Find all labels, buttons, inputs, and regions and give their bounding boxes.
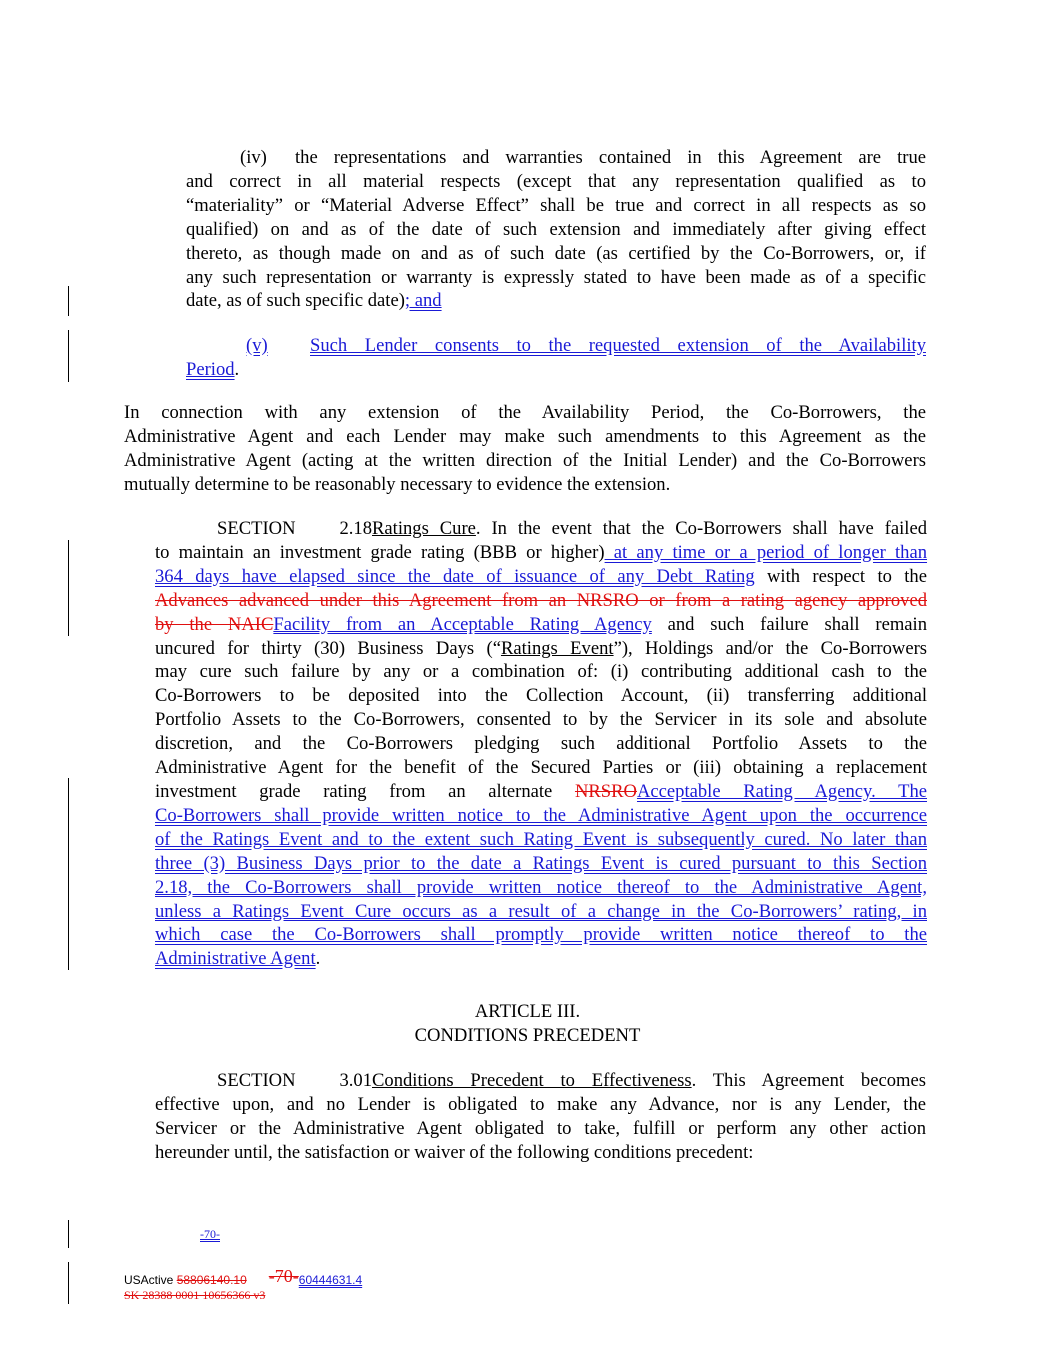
clause-marker: (v) — [246, 335, 268, 356]
deleted-text: NRSRO — [574, 780, 637, 802]
inserted-text: Facility from an Acceptable Rating Agency — [273, 613, 652, 635]
inserted-text: Such Lender consents to the requested extension of the Availability — [310, 335, 926, 356]
section-number: SECTION 2.18 — [217, 518, 372, 539]
inserted-text: Co-Borrowers shall provide written notice to the Administrative Agent upon the occurrence — [155, 804, 927, 826]
inserted-text: three (3) Business Days prior to the date a Ratings Event is cured pursuant to this Section — [155, 852, 927, 874]
change-bar — [68, 540, 69, 636]
clause-v: (v) Such Lender consents to the requested extension of the Availability Period. — [186, 335, 926, 380]
change-bar — [68, 330, 69, 382]
deleted-sk-id: SK 28388 0001 10656366 v3 — [124, 1288, 266, 1302]
article-number: ARTICLE III. — [474, 1001, 581, 1022]
sk-doc-id — [124, 1288, 265, 1303]
page-number — [124, 1222, 220, 1244]
inserted-text: Period — [186, 358, 235, 380]
doc-label: USActive — [124, 1273, 177, 1287]
deleted-page-number: -70- — [268, 1266, 299, 1286]
inserted-text: 2.18, the Co-Borrowers shall provide written notice thereof to the Administrative Agent, — [155, 876, 927, 898]
change-bar — [68, 1220, 69, 1248]
section-number: SECTION 3.01 — [217, 1070, 372, 1091]
change-bar — [68, 1262, 69, 1304]
inserted-text: of the Ratings Event and to the extent such Rating Event is subsequently cured. No later than — [155, 828, 927, 850]
inserted-text: at any time or a period of longer than — [604, 541, 928, 563]
inserted-doc-id: 60444631.4 — [298, 1273, 363, 1287]
inserted-text: Acceptable Rating Agency. The — [636, 780, 927, 802]
defined-term: Ratings Event — [500, 637, 614, 659]
doc-id-line — [124, 1268, 362, 1289]
clause-iv: (iv) the representations and warranties contained in this Agreement are true and correct in all material respects (except that any representation qualified as to “materiality” or “Material Adverse Effect” shall be true and correct in all respects as so qualified) on and as of the date of such extension and immediately after giving effect thereto, as though made on and as of such date (as certified by the Co-Borrowers, or, if any such representation or warranty is expressly stated to have been made as of a specific date, as of such specific date); and — [186, 147, 926, 312]
deleted-text: Advances advanced under this Agreement from an NRSRO or from a rating agency approved — [155, 589, 927, 611]
inserted-text: 364 days have elapsed since the date of issuance of any Debt Rating — [155, 565, 755, 587]
deleted-doc-id: 58806140.10 — [176, 1273, 247, 1287]
article-title: CONDITIONS PRECEDENT — [414, 1025, 641, 1046]
section-heading: Conditions Precedent to Effectiveness — [372, 1070, 692, 1091]
inserted-text: ; and — [404, 290, 442, 312]
inserted-text: Administrative Agent — [155, 948, 316, 970]
extension-paragraph: In connection with any extension of the Availability Period, the Co-Borrowers, the Administrative Agent and each Lender may make such amendments to this Agreement as the Administrative Agent (acting at the written direction of the Initial Lender) and the Co-Borrowers mutually determine to be reasonably necessary to evidence the extension. — [124, 402, 926, 495]
section-3-01: SECTION 3.01Conditions Precedent to Effectiveness. This Agreement becomes effective upon, and no Lender is obligated to make any Advance, nor is any Lender, the Servicer or the Administrative Agent obligated to take, fulfill or perform any other action hereunder until, the satisfaction or waiver of the following conditions precedent: — [155, 1070, 926, 1163]
section-heading: Ratings Cure — [372, 518, 476, 539]
deleted-text: by the NAIC — [155, 613, 274, 635]
clause-marker: (iv) — [240, 147, 267, 168]
change-bar — [68, 286, 69, 316]
inserted-text: which case the Co-Borrowers shall promptly provide written notice thereof to the — [155, 924, 927, 946]
inserted-page-number: -70- — [200, 1227, 220, 1241]
section-2-18: SECTION 2.18Ratings Cure. In the event that the Co-Borrowers shall have failed to maintain an investment grade rating (BBB or higher) at any time or a period of longer than 364 days have elapsed since the date of issuance of any Debt Rating with respect to the Advances advanced under this Agreement from an NRSRO or from a rating agency approved by the NAICFacility from an Acceptable Rating Agency and such failure shall remain uncured for thirty (30) Business Days (“Ratings Event”), Holdings and/or the Co-Borrowers may cure such failure by any or a combination of: (i) contributing additional cash to the Co-Borrowers to be deposited into the Collection Account, (ii) transferring additional Portfolio Assets to the Co-Borrowers, consented to by the Servicer in its sole and absolute discretion, and the Co-Borrowers pledging such additional Portfolio Assets to the Administrative Agent for the benefit of the Secured Parties or (iii) obtaining a replacement investment grade rating from an alternate NRSROAcceptable Rating Agency. The Co-Borrowers shall provide written notice to the Administrative Agent upon the occurrence of the Ratings Event and to the extent such Rating Event is subsequently cured. No later than three (3) Business Days prior to the date a Ratings Event is cured pursuant to this Section 2.18, the Co-Borrowers shall provide written notice thereof to the Administrative Agent, unless a Ratings Event Cure occurs as a result of a change in the Co-Borrowers’ rating, in which case the Co-Borrowers shall promptly provide written notice thereof to the Administrative Agent. — [155, 518, 928, 970]
inserted-text: unless a Ratings Event Cure occurs as a result of a change in the Co-Borrowers’ rating, in — [155, 900, 927, 922]
change-bar — [68, 778, 69, 970]
